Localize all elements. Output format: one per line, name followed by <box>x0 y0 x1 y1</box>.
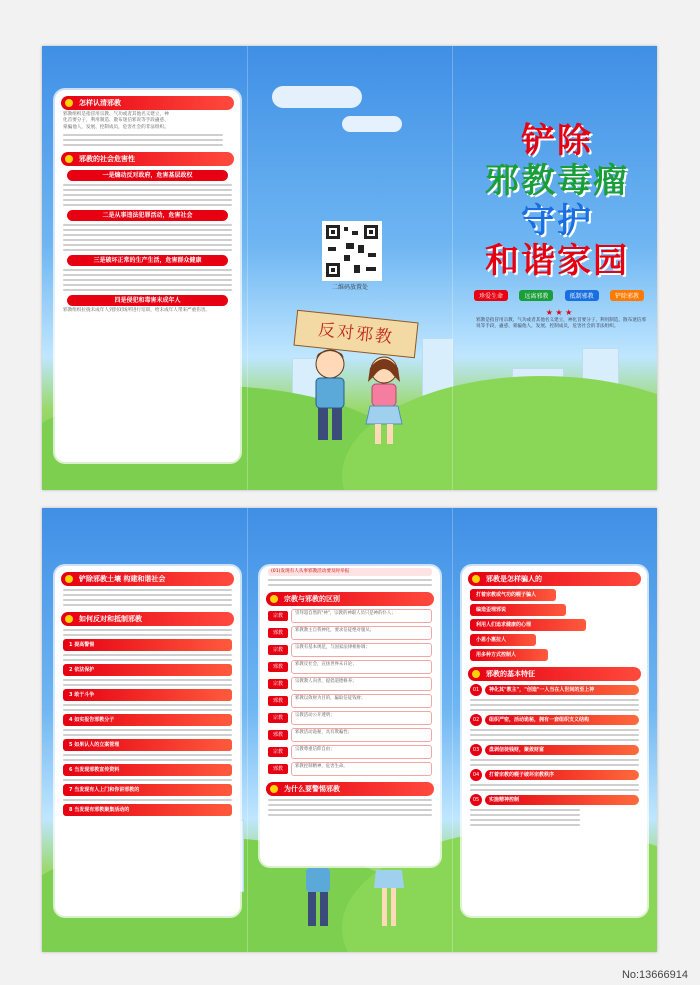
row-tag: 宗教 <box>268 679 288 689</box>
section-title: 邪教的社会危害性 <box>79 155 135 164</box>
row-tag: 宗教 <box>268 713 288 723</box>
cloud <box>272 86 362 108</box>
compare-row: 宗教尊重信仰自由； <box>291 745 432 759</box>
section-header <box>61 96 234 110</box>
compare-row: 邪教控制精神，危害生命。 <box>291 762 432 776</box>
middle-panel-card <box>260 566 440 866</box>
section-header <box>61 152 234 166</box>
section-header <box>468 572 641 586</box>
emblem-icon <box>65 575 73 583</box>
feature-item: 盘剥信徒钱财，聚敛财富 <box>485 745 639 755</box>
brochure-outer-side <box>42 46 657 490</box>
emblem-icon <box>270 595 278 603</box>
section-title: 邪教的基本特征 <box>486 670 535 678</box>
method-item: 8 当发现有邪教聚集活动的 <box>63 804 232 816</box>
cloud <box>342 116 402 132</box>
deceit-step: 打着宗教或气功的幌子骗人 <box>470 589 556 601</box>
fold-line <box>247 46 248 490</box>
section-header <box>61 612 234 626</box>
cover-title-line4: 和谐家园 <box>485 241 629 281</box>
row-tag: 宗教 <box>268 747 288 757</box>
section-title: 宗教与邪教的区别 <box>284 595 340 604</box>
feature-number: 04 <box>470 769 482 781</box>
compare-row: 宗教活动公开透明； <box>291 711 432 725</box>
deceit-step: 用多种方式控制人 <box>470 649 548 661</box>
section-title: 怎样认清邪教 <box>79 99 121 107</box>
row-tag: 邪教 <box>268 730 288 740</box>
harm-item: 三是破坏正常的生产生活，危害群众健康 <box>67 255 228 266</box>
slogan-chip: 铲除邪教 <box>610 290 644 301</box>
method-item: 4 如实报告邪教分子 <box>63 714 232 726</box>
section-header <box>61 572 234 586</box>
section-title: 为什么要警惕邪教 <box>284 785 340 794</box>
slogan-chip: 抵制邪教 <box>565 290 599 301</box>
cover-title-line1: 铲除 <box>521 121 593 161</box>
section-header <box>266 782 434 796</box>
cover-title-line3: 守护 <box>521 201 593 241</box>
boy-illustration <box>304 346 356 446</box>
compare-row: 宗教教人向善，提倡道德修养； <box>291 677 432 691</box>
method-item: 1 提高警惕 <box>63 639 232 651</box>
row-tag: 邪教 <box>268 662 288 672</box>
right-panel-card <box>462 566 647 916</box>
star-divider: ★ ★ ★ <box>545 308 573 317</box>
feature-item: 打着宗教的幌子破坏宗教秩序 <box>485 770 639 780</box>
compare-row: 邪教活动诡秘，具有欺骗性； <box>291 728 432 742</box>
method-item: 7 当发现有人上门和你讲邪教的 <box>63 784 232 796</box>
row-tag: 邪教 <box>268 696 288 706</box>
feature-item: 神化其"教主"，"创造"一人当在人世间的至上神 <box>485 685 639 695</box>
emblem-icon <box>472 575 480 583</box>
feature-item: 实施精神控制 <box>485 795 639 805</box>
method-item: 3 敢于斗争 <box>63 689 232 701</box>
row-tag: 宗教 <box>268 611 288 621</box>
girl-illustration <box>360 354 408 446</box>
slogan-chips <box>474 290 644 301</box>
section-header <box>266 592 434 606</box>
emblem-icon <box>65 615 73 623</box>
feature-number: 05 <box>470 794 482 806</box>
emblem-icon <box>472 670 480 678</box>
harm-item: 四是侵犯和毒害未成年人 <box>67 295 228 306</box>
boy-illustration <box>300 868 336 928</box>
compare-row: 邪教教主自我神化，要求信徒绝对服从； <box>291 626 432 640</box>
emblem-icon <box>65 99 73 107</box>
qr-label: 二维码放置处 <box>331 284 368 291</box>
brochure-inner-side <box>42 508 657 952</box>
girl-illustration <box>374 870 404 928</box>
row-tag: 宗教 <box>268 645 288 655</box>
row-tag: 邪教 <box>268 628 288 638</box>
feature-number: 03 <box>470 744 482 756</box>
deceit-step: 小恩小惠拉人 <box>470 634 536 646</box>
section-title: 铲除邪教土壤 构建和谐社会 <box>79 575 166 583</box>
qr-code-placeholder <box>322 221 382 281</box>
compare-row: 邪教以敛财为目的，骗取信徒钱财； <box>291 694 432 708</box>
deceit-step: 编造歪理邪说 <box>470 604 566 616</box>
emblem-icon <box>270 785 278 793</box>
fold-line <box>452 46 453 490</box>
harm-item: 二是从事违法犯罪活动，危害社会 <box>67 210 228 221</box>
section-title: 如何反对和抵制邪教 <box>79 615 142 623</box>
feature-number: 02 <box>470 714 482 726</box>
slogan-chip: 珍爱生命 <box>474 290 508 301</box>
left-panel-card <box>55 90 240 462</box>
compare-row: 宗教有基本规范，与国家法律相协调； <box>291 643 432 657</box>
cover-intro-text: 邪教是指冒用宗教、气功或者其他名义建立，神化首要分子，利用制造、散布迷信邪说等手段，蛊惑、蒙骗他人，发展、控制成员，危害社会的非法组织。 <box>476 318 646 330</box>
left-panel-card <box>55 566 240 916</box>
cover-title-line2: 邪教毒瘤 <box>485 161 629 201</box>
feature-item: 组织严密，活动诡秘，拥有一套组织支义结构 <box>485 715 639 725</box>
protest-banner: 反对邪教 <box>293 310 418 359</box>
slogan-chip: 远离邪教 <box>519 290 553 301</box>
harm-text: 邪教组织拉拢未成年人到封闭场所进行培训，给未成年人带来严重伤害。 <box>63 308 211 314</box>
method-item: 5 如果认人的立案管理 <box>63 739 232 751</box>
report-notice: (01)发现有人从事邪教活动要及时举报 <box>268 568 432 576</box>
method-item: 6 当发现邪教宣传资料 <box>63 764 232 776</box>
compare-row: 邪教反社会，宣扬世界末日论； <box>291 660 432 674</box>
fold-line <box>452 508 453 952</box>
intro-text: 邪教组织是指冒用宗教、气功或者其他名义建立，神化首要分子，利用制造、散布迷信邪说等手段蛊惑、蒙骗他人，发展、控制成员，危害社会的非法组织。 <box>63 112 169 130</box>
section-title: 邪教是怎样骗人的 <box>486 575 542 583</box>
fold-line <box>247 508 248 952</box>
harm-item: 一是煽动反对政府，危害基层政权 <box>67 170 228 181</box>
compare-row: 崇拜超自然的"神"，宗教的神职人员只是神的仆人； <box>291 609 432 623</box>
row-tag: 邪教 <box>268 764 288 774</box>
feature-number: 01 <box>470 684 482 696</box>
method-item: 2 依法保护 <box>63 664 232 676</box>
section-header <box>468 667 641 681</box>
emblem-icon <box>65 155 73 163</box>
image-id-watermark: No:13666914 <box>621 969 688 981</box>
deceit-step: 利用人们追求健康的心理 <box>470 619 586 631</box>
